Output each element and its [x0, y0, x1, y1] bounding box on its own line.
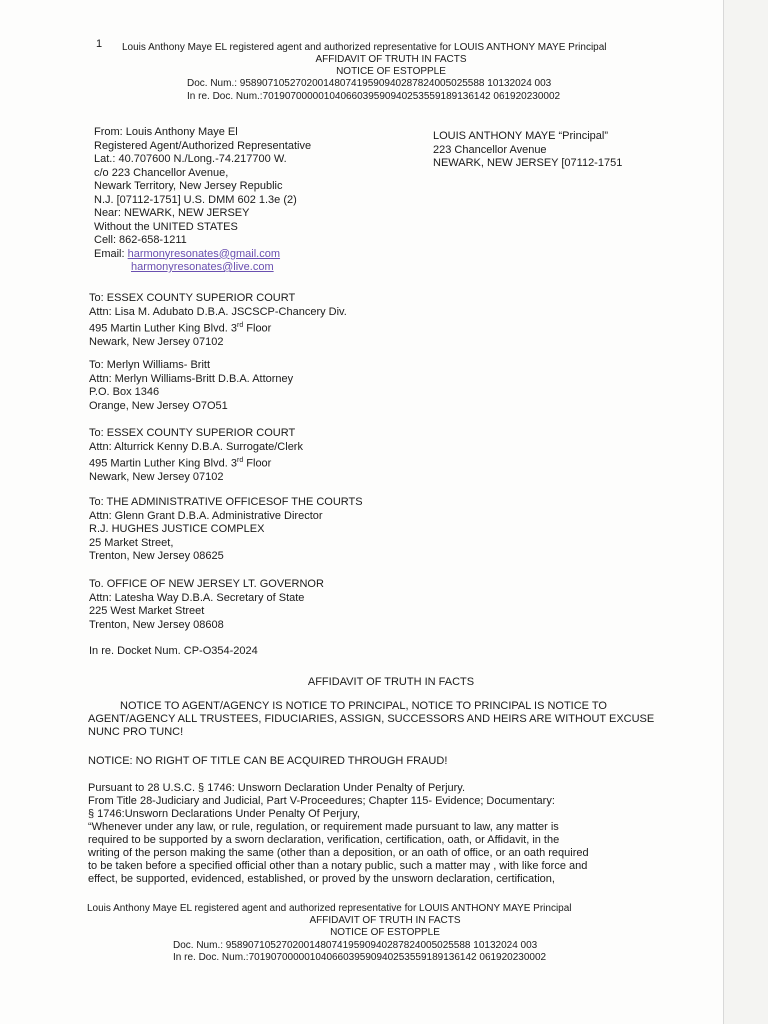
- header-subtitle: NOTICE OF ESTOPPLE: [336, 66, 446, 77]
- header-line-1: Louis Anthony Maye EL registered agent and authorized representative for LOUIS ANTHONY MAYE Principal: [122, 42, 607, 53]
- principal-name: LOUIS ANTHONY MAYE “Principal”: [433, 130, 609, 142]
- email-link-live[interactable]: harmonyresonates@live.com: [131, 261, 274, 273]
- recipient-block: [89, 427, 303, 485]
- recipient-address: R.J. HUGHES JUSTICE COMPLEX: [89, 523, 265, 535]
- recipient-to: To: THE ADMINISTRATIVE OFFICESOF THE COURTS: [89, 496, 363, 508]
- footer-doc-num: Doc. Num.: 95890710527020014807419590940287824005025588 10132024 003: [173, 940, 538, 951]
- recipient-city: Newark, New Jersey 07102: [89, 471, 224, 484]
- recipient-block: [89, 359, 293, 413]
- header-doc-num: Doc. Num.: 95890710527020014807419590940287824005025588 10132024 003: [187, 78, 552, 89]
- from-line: From: Louis Anthony Maye El: [94, 126, 238, 138]
- recipient-to: To: Merlyn Williams- Britt: [89, 359, 211, 371]
- recipient-street: 25 Market Street,: [89, 536, 174, 549]
- from-line: Newark Territory, New Jersey Republic: [94, 180, 283, 192]
- notice-fraud: NOTICE: NO RIGHT OF TITLE CAN BE ACQUIRED THROUGH FRAUD!: [88, 755, 448, 767]
- pursuant-paragraph: Pursuant to 28 U.S.C. § 1746: Unsworn Declaration Under Penalty of Perjury. From Title 28-Judiciary and Judicial, Part V-Proceedures; Chapter 115- Evidence; Documentary: § 1746:Unsworn Declarations Under Penalty Of Perjury, “Whenever under any law, or rule, regulation, or requirement made pursuant to law, any matter is required to be supported by a sworn declaration, verification, certification, oath, or Affidavit, in the writing of the person making the same (other than a deposition, or an oath of office, or an oath required to be taken before a specified official other than a notary public, such a matter may , with like force and effect, be supported, evidenced, established, or proved by the unsworn declaration, certification,: [88, 782, 589, 885]
- recipient-city: Orange, New Jersey O7O51: [89, 399, 228, 412]
- recipient-attn: Attn: Merlyn Williams-Britt D.B.A. Attorney: [89, 372, 294, 385]
- from-line: Without the UNITED STATES: [94, 220, 238, 233]
- recipient-to: To: ESSEX COUNTY SUPERIOR COURT: [89, 427, 296, 439]
- principal-city: NEWARK, NEW JERSEY [07112-1751: [433, 157, 623, 169]
- affidavit-title: AFFIDAVIT OF TRUTH IN FACTS: [307, 676, 475, 688]
- from-line: Cell: 862-658-1211: [94, 234, 187, 246]
- recipient-attn: Attn: Alturrick Kenny D.B.A. Surrogate/Clerk: [89, 440, 303, 453]
- recipient-address: 495 Martin Luther King Blvd. 3rd Floor: [89, 322, 272, 335]
- recipient-block: [89, 496, 363, 564]
- footer-line-1: Louis Anthony Maye EL registered agent and authorized representative for LOUIS ANTHONY MAYE Principal: [87, 903, 572, 914]
- from-block: [94, 126, 311, 275]
- from-line: c/o 223 Chancellor Avenue,: [94, 166, 229, 179]
- recipient-to: To: ESSEX COUNTY SUPERIOR COURT: [89, 292, 296, 304]
- recipient-address: P.O. Box 1346: [89, 386, 160, 398]
- recipient-to: To. OFFICE OF NEW JERSEY LT. GOVERNOR: [89, 578, 324, 590]
- recipient-attn: Attn: Latesha Way D.B.A. Secretary of State: [89, 591, 305, 604]
- docket-number: In re. Docket Num. CP-O354-2024: [89, 645, 258, 657]
- scan-edge: [724, 0, 768, 1024]
- from-line: Lat.: 40.707600 N./Long.-74.217700 W.: [94, 153, 287, 165]
- recipient-attn: Attn: Glenn Grant D.B.A. Administrative Director: [89, 509, 323, 522]
- from-line: N.J. [07112-1751] U.S. DMM 602 1.3e (2): [94, 193, 297, 206]
- from-line: Registered Agent/Authorized Representative: [94, 139, 312, 152]
- recipient-address: 495 Martin Luther King Blvd. 3rd Floor: [89, 457, 272, 470]
- recipient-address: 225 West Market Street: [89, 605, 205, 617]
- recipient-attn: Attn: Lisa M. Adubato D.B.A. JSCSCP-Chancery Div.: [89, 305, 347, 318]
- recipient-city: Trenton, New Jersey 08608: [89, 618, 224, 631]
- email-row-2: [94, 261, 311, 275]
- principal-block: [433, 130, 622, 171]
- page-number: 1: [96, 38, 103, 50]
- from-line: Near: NEWARK, NEW JERSEY: [94, 207, 250, 219]
- recipient-block: [89, 578, 324, 632]
- page-edge-line: [723, 0, 724, 1024]
- principal-street: 223 Chancellor Avenue: [433, 143, 547, 156]
- email-link-gmail[interactable]: harmonyresonates@gmail.com: [127, 247, 281, 260]
- footer-subtitle: NOTICE OF ESTOPPLE: [330, 927, 440, 938]
- footer-in-re-doc-num: In re. Doc. Num.:70190700000104066039590940253559189136142 061920230002: [173, 952, 547, 963]
- email-row: [94, 248, 311, 262]
- footer-title: AFFIDAVIT OF TRUTH IN FACTS: [309, 915, 461, 926]
- recipient-city: Newark, New Jersey 07102: [89, 336, 224, 349]
- email-label: Email:: [94, 247, 125, 260]
- recipient-city: Trenton, New Jersey 08625: [89, 550, 224, 562]
- header-in-re-doc-num: In re. Doc. Num.:70190700000104066039590940253559189136142 061920230002: [187, 91, 561, 102]
- recipient-block: [89, 292, 347, 350]
- header-title: AFFIDAVIT OF TRUTH IN FACTS: [315, 54, 467, 65]
- notice-agency: NOTICE TO AGENT/AGENCY IS NOTICE TO PRINCIPAL, NOTICE TO PRINCIPAL IS NOTICE TO AGENT/AGENCY ALL TRUSTEES, FIDUCIARIES, ASSIGN, SUCCESSORS AND HEIRS ARE WITHOUT EXCUSE NUNC PRO TUNC!: [88, 700, 655, 738]
